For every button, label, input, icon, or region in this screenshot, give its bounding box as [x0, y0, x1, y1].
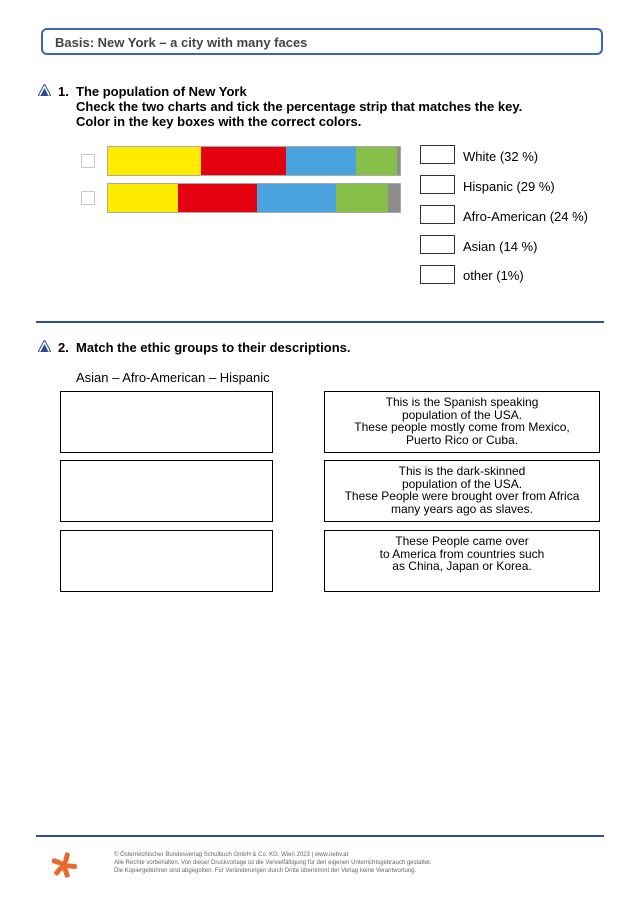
header-box: [41, 28, 603, 55]
task1-instruction-2: Color in the key boxes with the correct colors.: [76, 114, 362, 129]
page-title: Basis: New York – a city with many faces: [55, 35, 308, 50]
level-triangle-icon: [38, 340, 51, 352]
task1-number: 1.: [58, 84, 69, 99]
answer-box-3[interactable]: [60, 530, 273, 592]
strip-2-segment-3: [257, 184, 336, 212]
description-2-line-2: population of the USA.: [401, 476, 523, 491]
key-box-other[interactable]: [420, 265, 455, 284]
strip-1-segment-1: [108, 147, 201, 175]
strip-2-tick-box[interactable]: [81, 191, 95, 205]
strip-2-segment-1: [108, 184, 178, 212]
key-label-asian: Asian (14 %): [463, 239, 538, 254]
task1-instruction-1: Check the two charts and tick the percentage strip that matches the key.: [76, 99, 523, 114]
answer-box-2[interactable]: [60, 460, 273, 522]
strip-2-segment-4: [336, 184, 389, 212]
section-divider: [36, 321, 604, 323]
strip-2-segment-2: [178, 184, 257, 212]
key-label-afro-american: Afro-American (24 %): [463, 209, 588, 224]
task1-title: The population of New York: [76, 84, 247, 99]
strip-1-segment-5: [397, 147, 400, 175]
key-box-white[interactable]: [420, 145, 455, 164]
strip-2-segment-5: [388, 184, 400, 212]
description-box-1: [324, 391, 600, 453]
key-box-afro-american[interactable]: [420, 205, 455, 224]
key-box-hispanic[interactable]: [420, 175, 455, 194]
strip-1-segment-3: [286, 147, 356, 175]
description-box-2: [324, 460, 600, 522]
description-3-line-3: as China, Japan or Korea.: [392, 559, 532, 573]
task2-title: Match the ethic groups to their descriptions.: [76, 340, 351, 355]
task1-instructions: [76, 84, 522, 129]
strip-1-tick-box[interactable]: [81, 154, 95, 168]
percentage-strip-2: [107, 183, 401, 213]
key-box-asian[interactable]: [420, 235, 455, 254]
task2-number: 2.: [58, 340, 69, 355]
key-label-hispanic: Hispanic (29 %): [463, 179, 555, 194]
answer-box-1[interactable]: [60, 391, 273, 453]
description-1-line-3: These people mostly come from Mexico,: [354, 420, 570, 434]
description-1-line-1: This is the Spanish speaking: [385, 395, 539, 409]
footer-copyright: [114, 851, 432, 875]
description-1-line-4: Puerto Rico or Cuba.: [405, 432, 519, 447]
key-label-white: White (32 %): [463, 149, 539, 164]
strip-1-segment-4: [356, 147, 397, 175]
percentage-strip-1: [107, 146, 401, 176]
description-2-line-4: many years ago as slaves.: [390, 501, 534, 516]
strip-1-segment-2: [201, 147, 286, 175]
word-bank: Asian – Afro-American – Hispanic: [76, 370, 270, 385]
oebv-logo-icon: [50, 851, 78, 879]
key-label-other: other (1%): [463, 268, 524, 283]
description-2-line-3: These People were brought over from Africa: [344, 489, 580, 503]
description-1-line-2: population of the USA.: [401, 407, 523, 422]
description-3-line-1: These People came over: [395, 534, 529, 548]
description-box-3: [324, 530, 600, 592]
footer-line-2: Alle Rechte vorbehalten. Von dieser Druckvorlage ist die Vervielfältigung für den eigenen Unterrichtsgebrauch gestattet.: [114, 860, 432, 866]
description-3-line-2: to America from countries such: [379, 546, 545, 561]
footer-line-3: Die Kopiergebühren sind abgegolten. Für Veränderungen durch Dritte übernimmt der Verlag keine Verantwortung.: [114, 868, 417, 874]
footer-line-1: © Österreichischer Bundesverlag Schulbuch GmbH & Co. KG, Wien 2023 | www.oebv.at: [114, 852, 349, 858]
level-triangle-icon: [38, 84, 51, 96]
description-2-line-1: This is the dark-skinned: [398, 464, 526, 478]
footer-divider: [36, 835, 604, 837]
